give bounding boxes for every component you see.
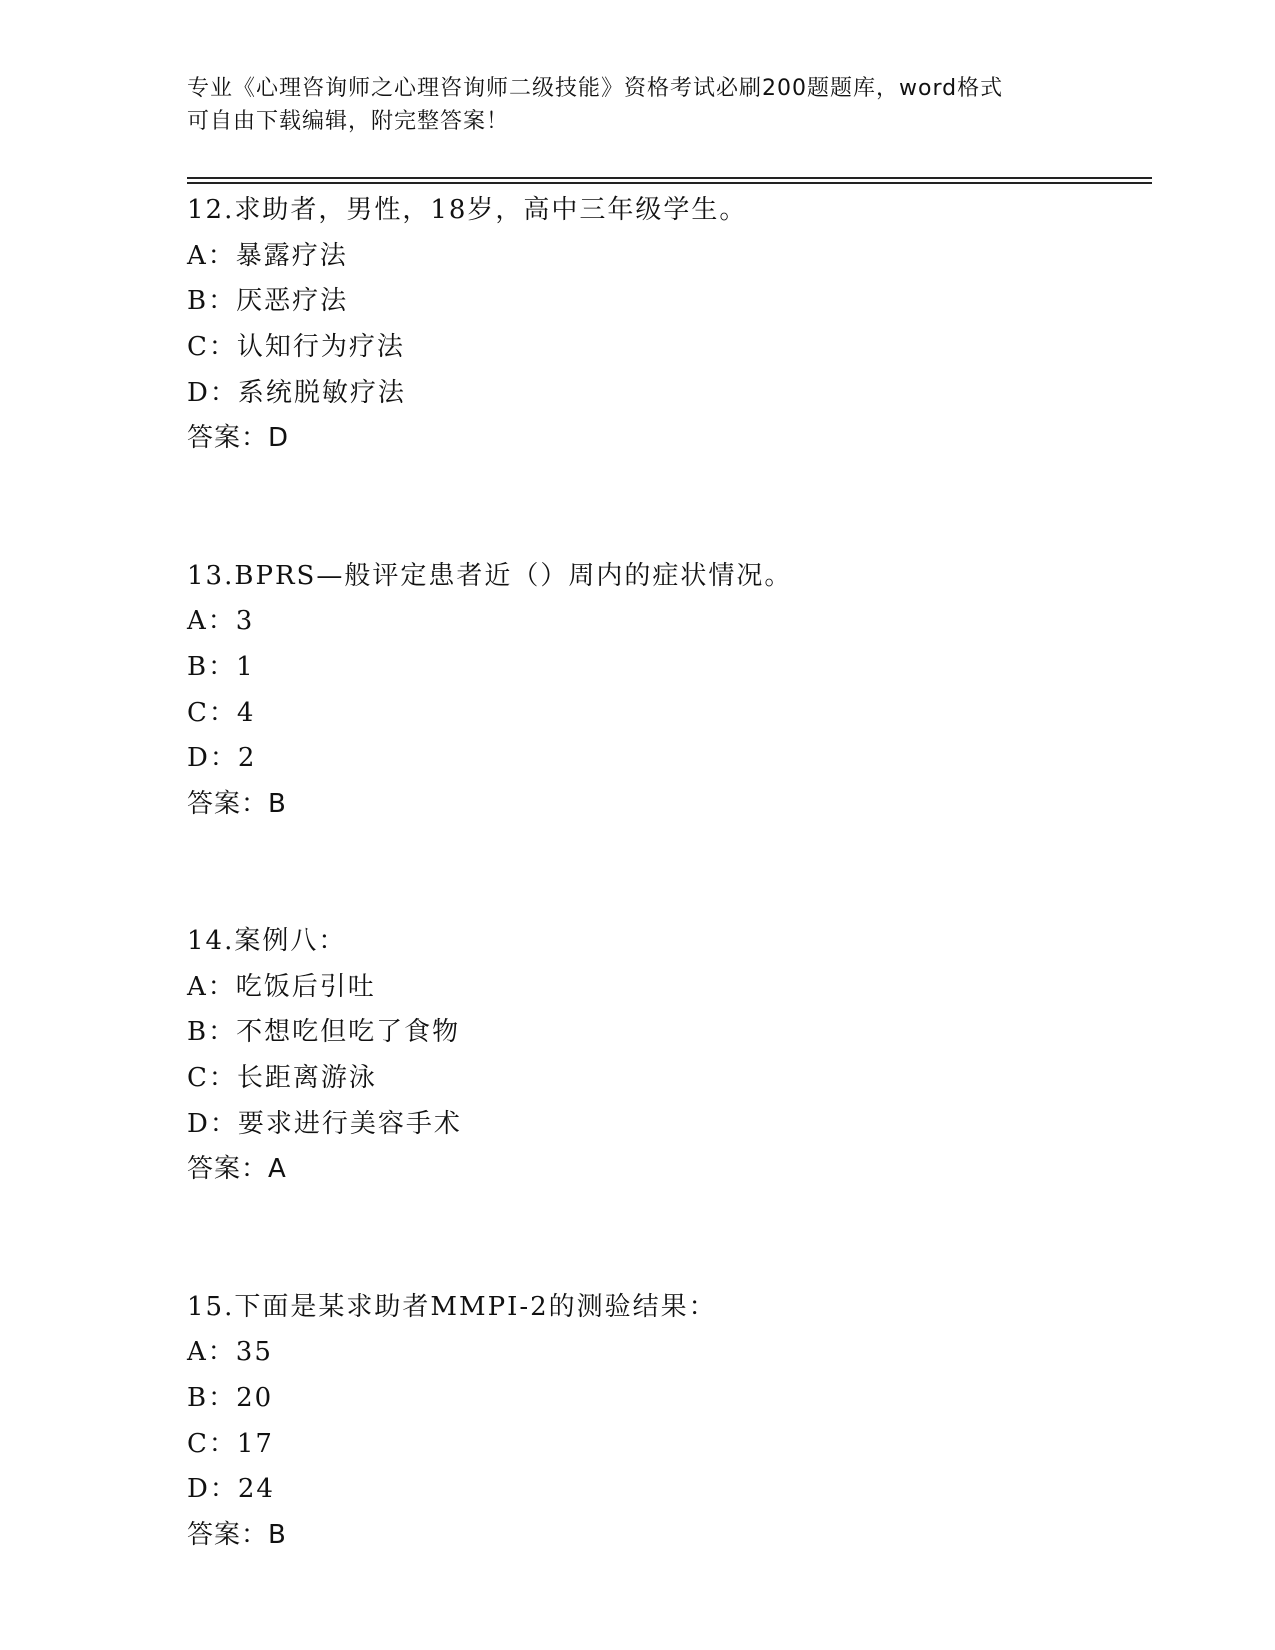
question-12 [187,188,1152,462]
question-stem: 15.下面是某求助者MMPI-2的测验结果： [187,1291,717,1322]
header-line-2: 可自由下载编辑，附完整答案！ [187,109,510,134]
option-b: B：1 [187,651,255,682]
answer-line: 答案：D [187,423,290,454]
answer-line: 答案：A [187,1154,287,1185]
option-d: D：2 [187,743,257,774]
option-d: D：要求进行美容手术 [187,1108,462,1139]
option-b: B：不想吃但吃了食物 [187,1017,461,1048]
option-c: C：认知行为疗法 [187,332,405,363]
header-line-1: 专业《心理咨询师之心理咨询师二级技能》资格考试必刷200题题库，word格式 [187,76,1004,101]
option-b: B：厌恶疗法 [187,286,349,317]
option-d: D：系统脱敏疗法 [187,377,406,408]
question-spacer [187,462,1152,553]
option-c: C：4 [187,697,256,728]
answer-line: 答案：B [187,788,287,819]
option-d: D：24 [187,1474,275,1505]
option-a: A：3 [187,606,255,637]
header-divider-bottom [187,182,1152,184]
option-a: A：35 [187,1337,273,1368]
option-a: A：吃饭后引吐 [187,971,376,1002]
question-stem: 13.BPRS—般评定患者近（）周内的症状情况。 [187,560,793,591]
question-spacer [187,828,1152,919]
question-stem: 12.求助者，男性，18岁，高中三年级学生。 [187,195,748,225]
question-13 [187,554,1152,828]
option-c: C：长距离游泳 [187,1063,377,1094]
question-15 [187,1285,1152,1559]
question-spacer [187,1193,1152,1284]
answer-line: 答案：B [187,1519,287,1550]
header-divider-top [187,177,1152,179]
document-header [187,72,1067,138]
option-a: A：暴露疗法 [187,240,348,271]
question-14 [187,919,1152,1193]
option-c: C：17 [187,1428,274,1459]
question-list [187,188,1152,1559]
option-b: B：20 [187,1382,274,1413]
question-stem: 14.案例八： [187,926,347,957]
